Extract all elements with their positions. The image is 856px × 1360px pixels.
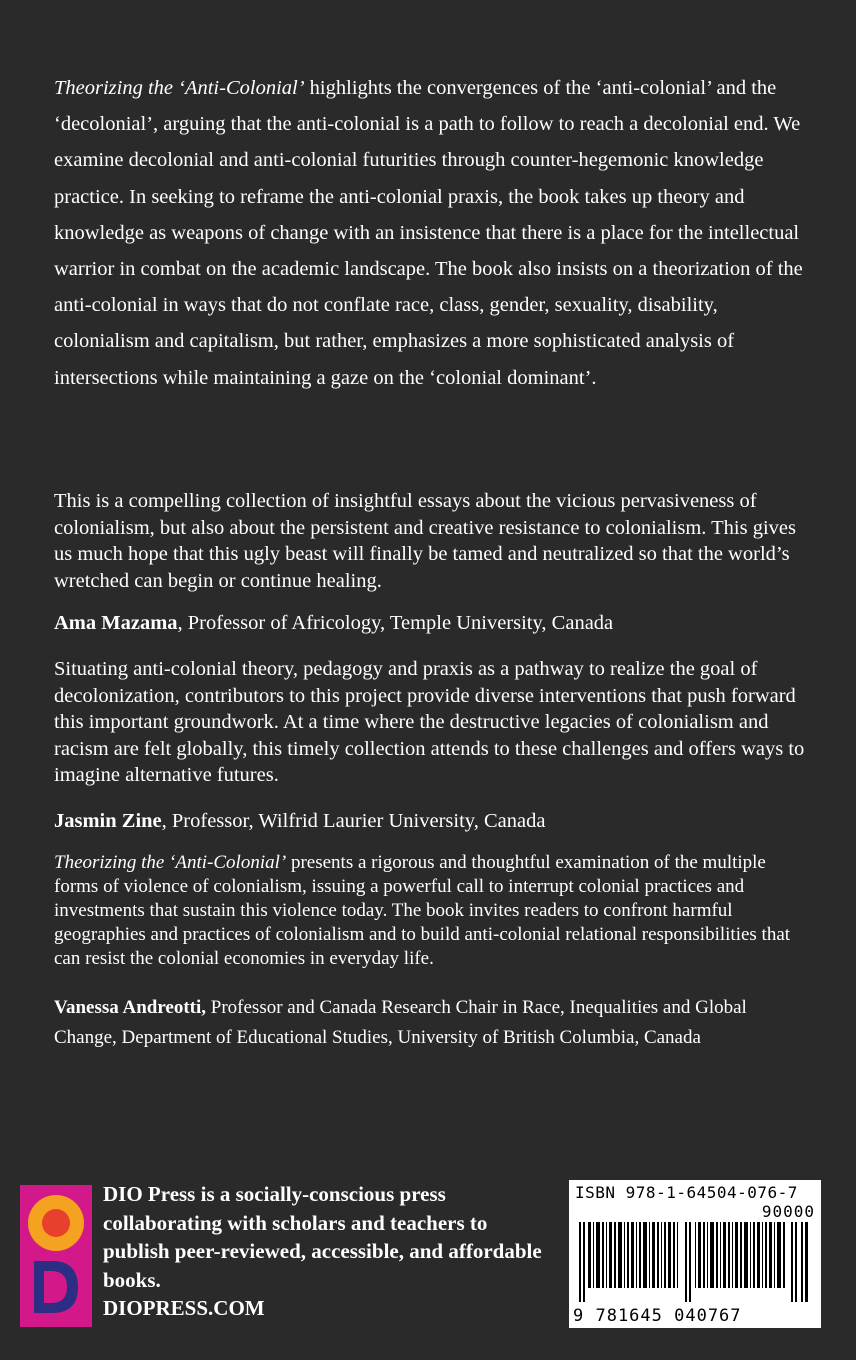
blurb-text: highlights the convergences of the ‘anti-colonial’ and the ‘decolonial’, arguing that the anti-colonial is a path to follow to reach a decolonial end. We examine decolonial and anti-colonial futurities through counter-hegemonic knowledge practice. In seeking to reframe the anti-colonial praxis, the book takes up theory and knowledge as weapons of change with an insistence that there is a place for the intellectual warrior in combat on the academic landscape. The book also insists on a theorization of the anti-colonial in ways that do not conflate race, class, gender, sexuality, disability, colonialism and capitalism, but rather, emphasizes a more sophisticated analysis of intersections while maintaining a gaze on the ‘colonial dominant’. [54,77,803,389]
dio-press-logo [20,1185,92,1327]
quote-book-title: Theorizing the ‘Anti-Colonial’ [54,852,287,873]
endorsement-quote-1: This is a compelling collection of insightful essays about the vicious pervasiveness of colonialism, but also about the persistent and creative resistance to colonialism. This gives us much hope that this ugly beast will finally be tamed and neutralized so that the world’s wretched can begin or continue healing. [54,490,797,592]
endorsement-author-3 [54,993,814,1053]
blurb-book-title: Theorizing the ‘Anti-Colonial’ [54,77,305,99]
endorsement-author-2 [54,808,814,834]
barcode-ean-number: 9 781645 040767 [573,1306,742,1326]
back-cover-blurb [54,70,814,396]
isbn-label: ISBN 978-1-64504-076-7 [575,1183,798,1202]
barcode-addon: 90000 [761,1202,815,1221]
publisher-website: DIOPRESS.COM [103,1296,265,1320]
endorsement-quote-2: Situating anti-colonial theory, pedagogy and praxis as a pathway to realize the goal of decolonization, contributors to this project provide diverse interventions that push forward this important groundwork. At a time where the destructive legacies of colonialism and racism are felt globally, this timely collection attends to these challenges and offers ways to imagine alternative futures. [54,658,805,786]
logo-letters-graphic [26,1257,86,1317]
author-name: Ama Mazama [54,612,178,634]
endorsement-author-1 [54,610,814,636]
endorsement-quote-3 [54,851,814,971]
publisher-description: DIO Press is a socially-conscious press collaborating with scholars and teachers to publish peer-reviewed, accessible, and affordable books. [103,1182,542,1292]
author-affiliation: , Professor of Africology, Temple University, Canada [177,612,614,634]
isbn-barcode [569,1180,821,1328]
publisher-info [103,1180,543,1323]
quote-text: presents a rigorous and thoughtful examination of the multiple forms of violence of colonialism, issuing a powerful call to interrupt colonial practices and investments that sustain this violence today. The book invites readers to confront harmful geographies and practices of colonialism and to build anti-colonial relational responsibilities that can resist the colonial economies in everyday life. [54,852,791,969]
logo-red-circle [42,1209,70,1237]
author-name: Jasmin Zine [54,810,162,832]
author-affiliation: , Professor, Wilfrid Laurier University, Canada [161,810,546,832]
barcode-bars [577,1222,813,1302]
author-affiliation: Professor and Canada Research Chair in Race, Inequalities and Global Change, Department of Educational Studies, University of British Columbia, Canada [54,997,747,1048]
author-name: Vanessa Andreotti, [54,997,207,1018]
